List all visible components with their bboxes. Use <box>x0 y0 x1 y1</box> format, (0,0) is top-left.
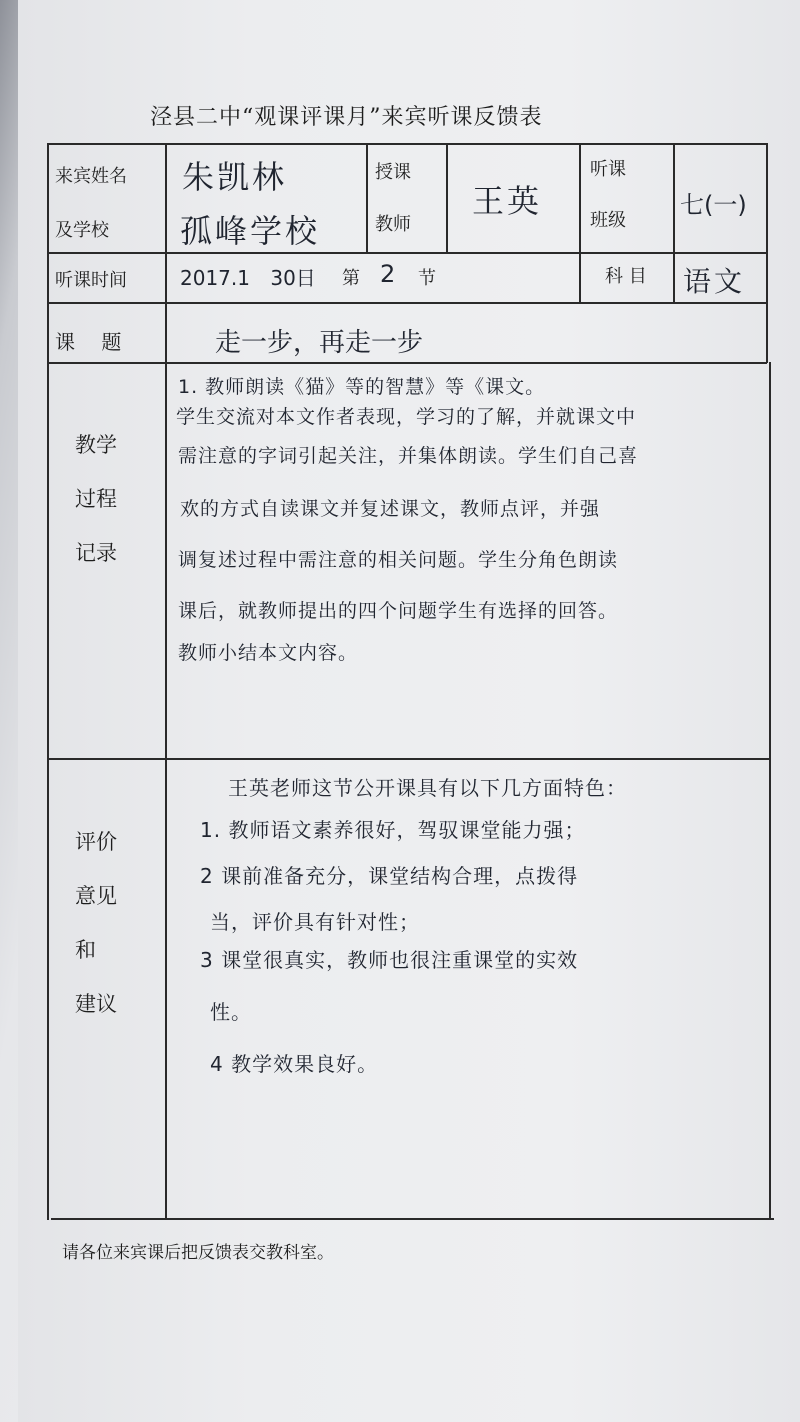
table-line-label-col <box>165 143 167 1220</box>
guest-school-value: 孤峰学校 <box>180 212 321 250</box>
time-period-suffix: 节 <box>418 268 436 289</box>
form-title: 泾县二中“观课评课月”来宾听课反馈表 <box>150 105 543 130</box>
evaluation-line-3: 2 课前准备充分，课堂结构合理，点拨得 <box>200 864 579 888</box>
guest-name-label: 来宾姓名 <box>55 166 127 187</box>
evaluation-label <box>75 815 117 1031</box>
time-label: 听课时间 <box>55 270 127 291</box>
table-line-top <box>47 143 767 145</box>
process-line-2: 学生交流对本文作者表现，学习的了解，并就课文中 <box>176 406 637 428</box>
time-date-value: 2017.1 30日 <box>180 266 316 290</box>
evaluation-label-line-2: 意见 <box>75 884 117 908</box>
evaluation-line-6: 性。 <box>210 1000 252 1024</box>
guest-name-value: 朱凯林 <box>182 158 288 196</box>
evaluation-line-4: 当，评价具有针对性； <box>210 910 420 934</box>
table-line-left <box>47 143 49 1220</box>
process-line-1: 1. 教师朗读《猫》等的智慧》等《课文。 <box>178 376 546 398</box>
process-line-6: 课后，就教师提出的四个问题学生有选择的回答。 <box>178 600 619 622</box>
time-period-value: 2 <box>380 260 396 288</box>
guest-school-label: 及学校 <box>55 220 109 241</box>
time-period-prefix: 第 <box>342 268 360 289</box>
table-line-row4 <box>49 758 769 760</box>
table-line-row2 <box>47 302 767 304</box>
table-line-row1 <box>47 252 767 254</box>
class-label-2: 班级 <box>590 210 626 231</box>
teacher-label-1: 授课 <box>375 162 411 183</box>
process-line-3: 需注意的字词引起关注，并集体朗读。学生们自己喜 <box>178 445 639 467</box>
class-value: 七(一) <box>680 191 747 219</box>
table-line-right <box>766 143 768 363</box>
table-line-row3 <box>47 362 767 364</box>
table-line-class-col <box>579 143 581 303</box>
process-label-line-2: 过程 <box>75 487 117 511</box>
table-line-teacher-col <box>366 143 368 253</box>
evaluation-label-line-1: 评价 <box>75 830 117 854</box>
process-line-5: 调复述过程中需注意的相关问题。学生分角色朗读 <box>178 549 619 571</box>
teacher-value: 王英 <box>472 182 543 220</box>
table-line-right-lower <box>769 362 771 1220</box>
process-label-line-3: 记录 <box>75 541 117 565</box>
topic-value: 走一步，再走一步 <box>215 328 424 358</box>
evaluation-label-line-3: 和 <box>75 938 96 962</box>
process-line-4: 欢的方式自读课文并复述课文，教师点评，并强 <box>180 498 601 520</box>
class-label-1: 听课 <box>590 159 626 180</box>
footer-note: 请各位来宾课后把反馈表交教科室。 <box>62 1243 334 1263</box>
evaluation-label-line-4: 建议 <box>75 992 117 1016</box>
table-line-teacher-val-col <box>446 143 448 253</box>
evaluation-line-5: 3 课堂很真实，教师也很注重课堂的实效 <box>200 948 579 972</box>
topic-label: 课 题 <box>55 330 122 354</box>
teacher-label-2: 教师 <box>375 214 411 235</box>
subject-label: 科 目 <box>605 266 647 287</box>
process-line-7: 教师小结本文内容。 <box>178 642 359 664</box>
evaluation-line-1: 王英老师这节公开课具有以下几方面特色： <box>228 776 627 800</box>
table-line-class-val-col <box>673 143 675 303</box>
process-label-line-1: 教学 <box>75 433 117 457</box>
table-line-bottom <box>51 1218 774 1220</box>
evaluation-line-7: 4 教学效果良好。 <box>210 1052 379 1076</box>
subject-value: 语文 <box>683 265 746 298</box>
process-label <box>75 418 117 580</box>
evaluation-line-2: 1. 教师语文素养很好，驾驭课堂能力强； <box>200 818 586 842</box>
